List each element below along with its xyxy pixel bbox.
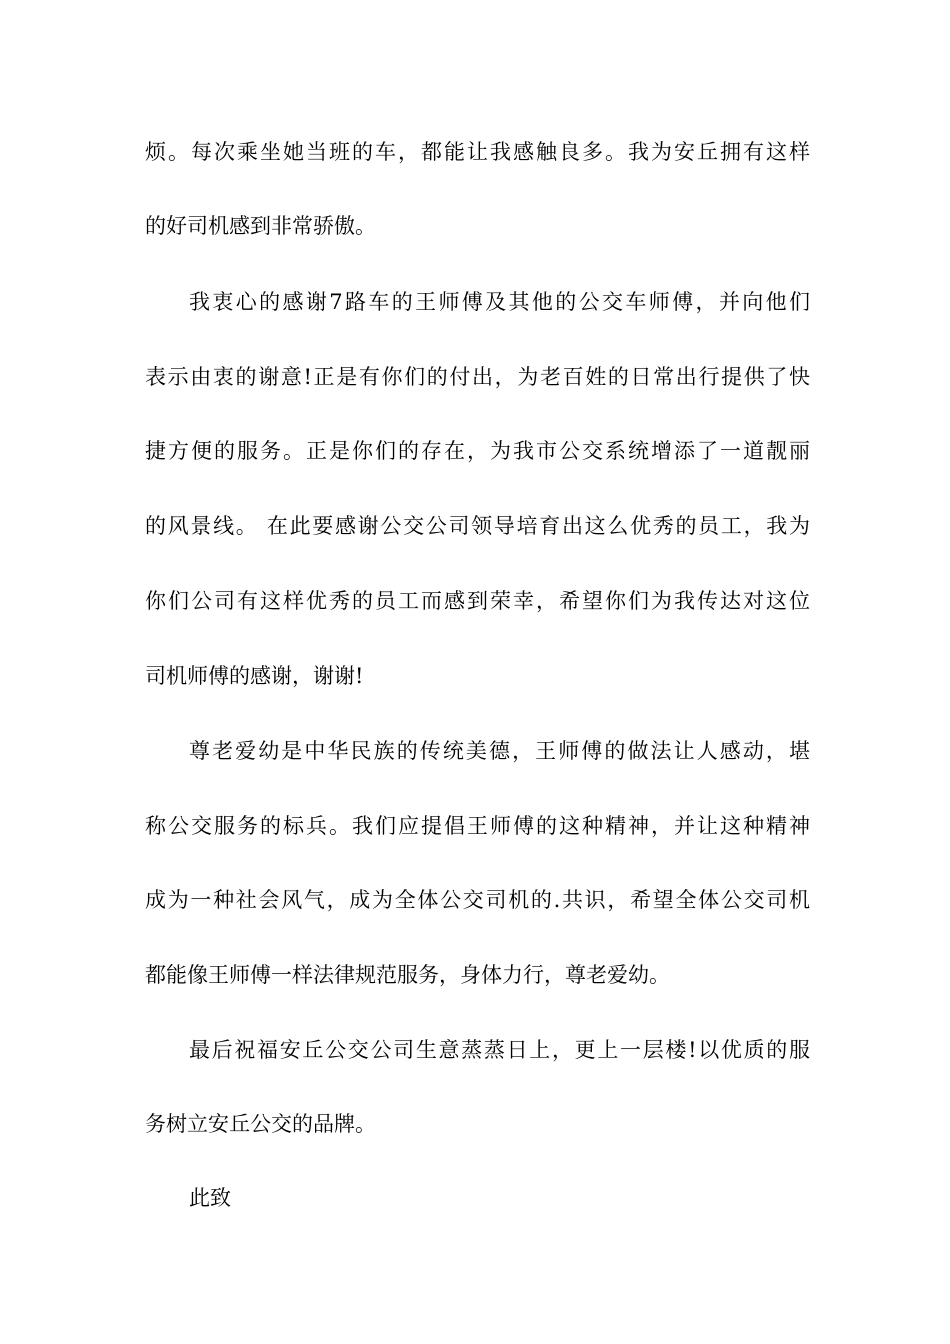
text-line: 我衷心的感谢7路车的王师傅及其他的公交车师傅，并向他们 bbox=[189, 290, 810, 314]
text-line: 都能像王师傅一样法律规范服务，身体力行，尊老爱幼。 bbox=[145, 963, 670, 987]
text-line: 的风景线。 在此要感谢公交公司领导培育出这么优秀的员工，我为 bbox=[145, 514, 810, 538]
text-line: 务树立安丘公交的品牌。 bbox=[145, 1112, 376, 1136]
text-line: 此致 bbox=[189, 1186, 231, 1210]
text-line: 捷方便的服务。正是你们的存在，为我市公交系统增添了一道靓丽 bbox=[145, 439, 810, 463]
text-line: 表示由衷的谢意!正是有你们的付出，为老百姓的日常出行提供了快 bbox=[145, 365, 810, 389]
text-line: 尊老爱幼是中华民族的传统美德，王师傅的做法让人感动，堪 bbox=[189, 739, 810, 763]
text-line: 称公交服务的标兵。我们应提倡王师傅的这种精神，并让这种精神 bbox=[145, 814, 810, 838]
text-line: 你们公司有这样优秀的员工而感到荣幸，希望你们为我传达对这位 bbox=[145, 589, 810, 613]
text-line: 烦。每次乘坐她当班的车，都能让我感触良多。我为安丘拥有这样 bbox=[145, 140, 810, 164]
text-line: 的好司机感到非常骄傲。 bbox=[145, 214, 376, 238]
text-line: 司机师傅的感谢，谢谢! bbox=[145, 664, 364, 688]
text-line: 最后祝福安丘公交公司生意蒸蒸日上，更上一层楼!以优质的服 bbox=[189, 1038, 810, 1062]
text-line: 成为一种社会风气，成为全体公交司机的.共识，希望全体公交司机 bbox=[145, 888, 810, 912]
